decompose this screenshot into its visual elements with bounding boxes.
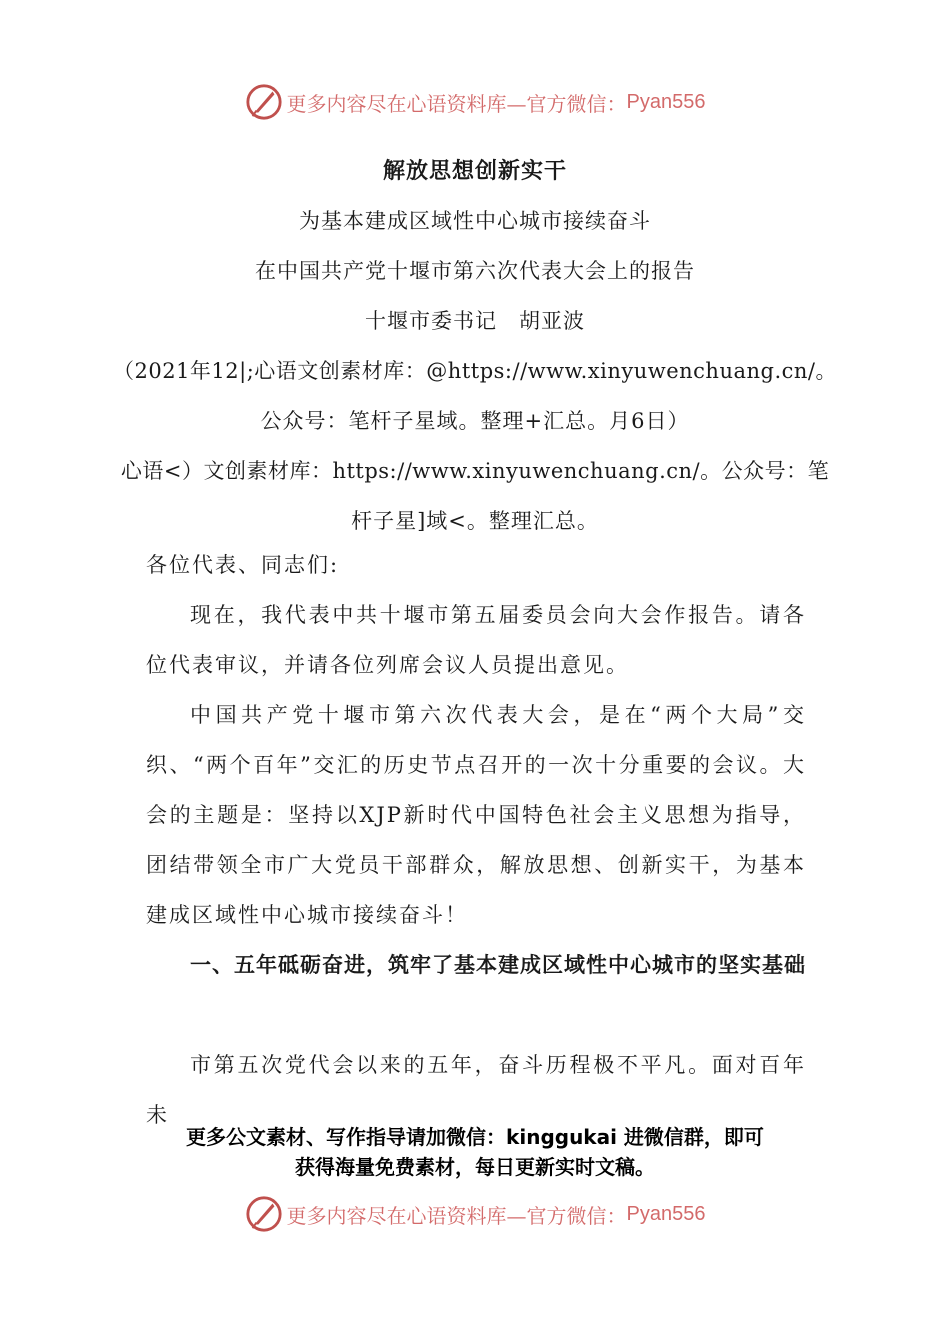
footer-promo-note — [0, 1122, 950, 1182]
page-title: 解放思想创新实干 — [382, 158, 567, 184]
footer-note-line-2: 获得海量免费素材，每日更新实时文稿。 — [295, 1155, 655, 1179]
watermark-wechat-id: Pyan556 — [626, 90, 706, 113]
paragraph-1: 现在，我代表中共十堰市第五届委员会向大会作报告。请各位代表审议，并请各位列席会议人员提出意见。 — [146, 603, 806, 677]
watermark-text: 更多内容尽在心语资料库—官方微信： — [286, 91, 627, 116]
date-line-4: 杆子星]域<。整理汇总。 — [351, 509, 599, 533]
quill-logo-icon — [245, 1195, 283, 1233]
section-first-line: 市第五次党代会以来的五年，奋斗历程极不平凡。面对百年未 — [146, 1053, 806, 1127]
date-line-1: （2021年12|;心语文创素材库：@https://www.xinyuwenchuang.cn/。 — [112, 359, 837, 383]
quill-logo-icon — [245, 83, 283, 121]
date-line-3: 心语<）文创素材库：https://www.xinyuwenchuang.cn/。公众号：笔 — [120, 459, 830, 483]
section-heading: 一、五年砥砺奋进，筑牢了基本建成区域性中心城市的坚实基础 — [190, 953, 806, 977]
subtitle: 为基本建成区域性中心城市接续奋斗 — [299, 209, 651, 233]
paragraph-2: 中国共产党十堰市第六次代表大会，是在“两个大局”交织、“两个百年”交汇的历史节点召开的一次十分重要的会议。大会的主题是：坚持以XJP新时代中国特色社会主义思想为指导，团结带领全市广大党员干部群众，解放思想、创新实干，为基本建成区域性中心城市接续奋斗！ — [146, 703, 806, 927]
salutation: 各位代表、同志们: — [146, 553, 340, 577]
watermark-text: 更多内容尽在心语资料库—官方微信： — [286, 1203, 627, 1228]
footer-note-line-1: 更多公文素材、写作指导请加微信：kinggukai 进微信群，即可 — [186, 1125, 764, 1149]
report-name: 在中国共产党十堰市第六次代表大会上的报告 — [255, 259, 695, 283]
author-line: 十堰市委书记 胡亚波 — [365, 309, 585, 333]
watermark-banner-top — [0, 82, 950, 122]
watermark-banner-bottom — [0, 1194, 950, 1234]
date-line-2: 公众号：笔杆子星域。整理+汇总。月6日） — [260, 409, 690, 433]
watermark-wechat-id: Pyan556 — [626, 1202, 706, 1225]
